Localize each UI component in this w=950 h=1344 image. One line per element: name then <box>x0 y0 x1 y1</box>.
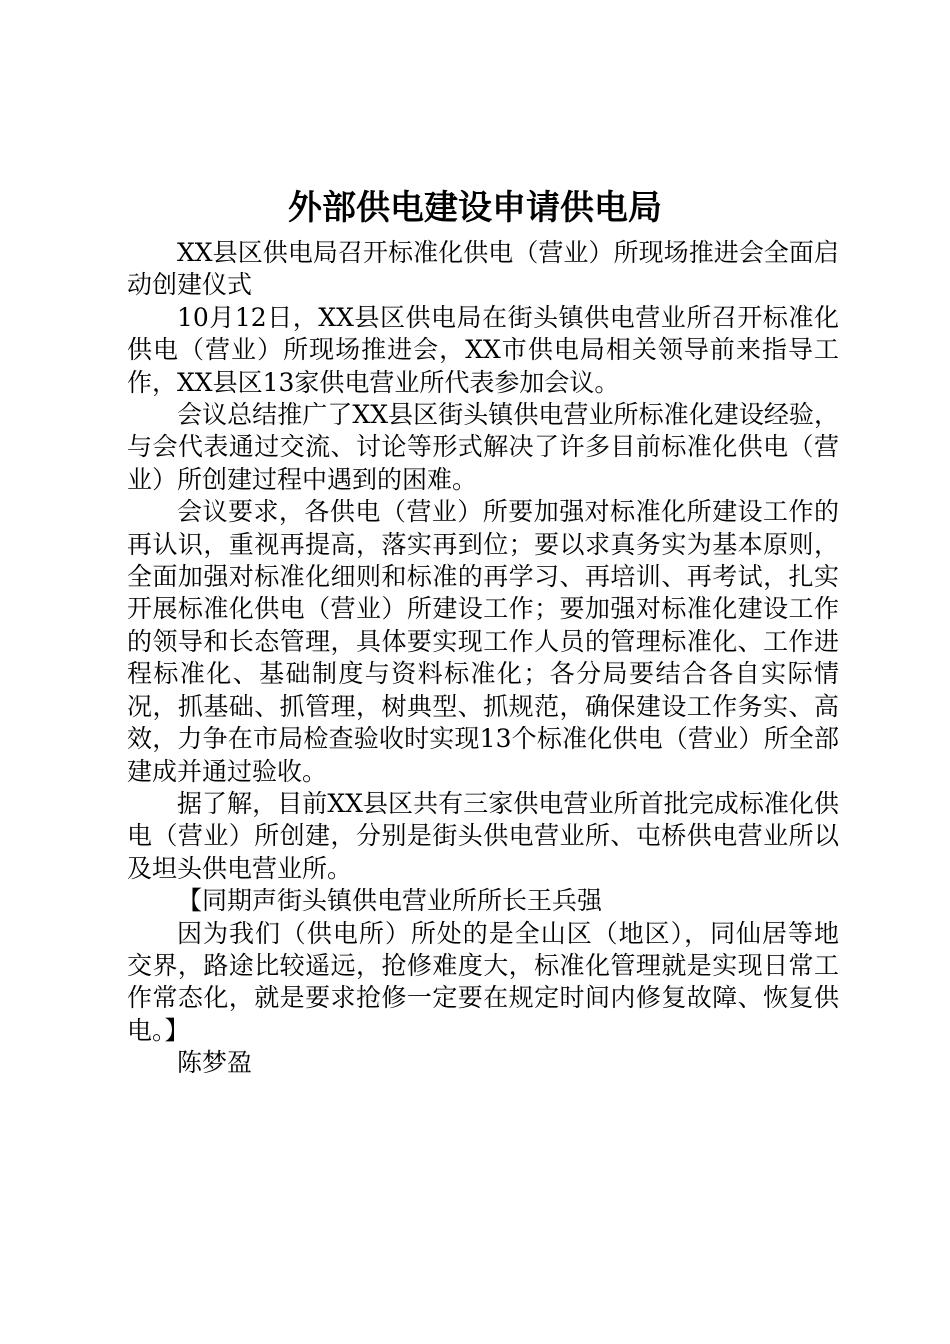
document-title: 外部供电建设申请供电局 <box>288 188 662 228</box>
paragraph-progress: 据了解，目前XX县区共有三家供电营业所首批完成标准化供电（营业）所创建，分别是街头供电营业所、屯桥供电营业所以及坦头供电营业所。 <box>127 788 839 883</box>
document-body <box>127 237 839 1080</box>
paragraph-soundbite-quote: 因为我们（供电所）所处的是全山区（地区），同仙居等地交界，路途比较遥远，抢修难度大，标准化管理就是实现日常工作常态化，就是要求抢修一定要在规定时间内修复故障、恢复供电。】 <box>127 918 839 1045</box>
author-signature: 陈梦盈 <box>177 1048 253 1078</box>
paragraph-soundbite-speaker: 【同期声街头镇供电营业所所长王兵强 <box>177 886 603 916</box>
paragraph-meeting-requirements: 会议要求，各供电（营业）所要加强对标准化所建设工作的再认识，重视再提高，落实再到位；要以求真务实为基本原则，全面加强对标准化细则和标准的再学习、再培训、再考试，扎实开展标准化供电（营业）所建设工作；要加强对标准化建设工作的领导和长态管理，具体要实现工作人员的管理标准化、工作进程标准化、基础制度与资料标准化；各分局要结合各自实际情况，抓基础、抓管理，树典型、抓规范，确保建设工作务实、高效，力争在市局检查验收时实现13个标准化供电（营业）所全部建成并通过验收。 <box>127 497 839 786</box>
paragraph-meeting-summary: 会议总结推广了XX县区街头镇供电营业所标准化建设经验，与会代表通过交流、讨论等形式解决了许多目前标准化供电（营业）所创建过程中遇到的困难。 <box>127 400 839 494</box>
paragraph-headline: XX县区供电局召开标准化供电（营业）所现场推进会全面启动创建仪式 <box>127 238 839 300</box>
paragraph-meeting-intro: 10月12日，XX县区供电局在街头镇供电营业所召开标准化供电（营业）所现场推进会，XX市供电局相关领导前来指导工作，XX县区13家供电营业所代表参加会议。 <box>127 302 839 397</box>
